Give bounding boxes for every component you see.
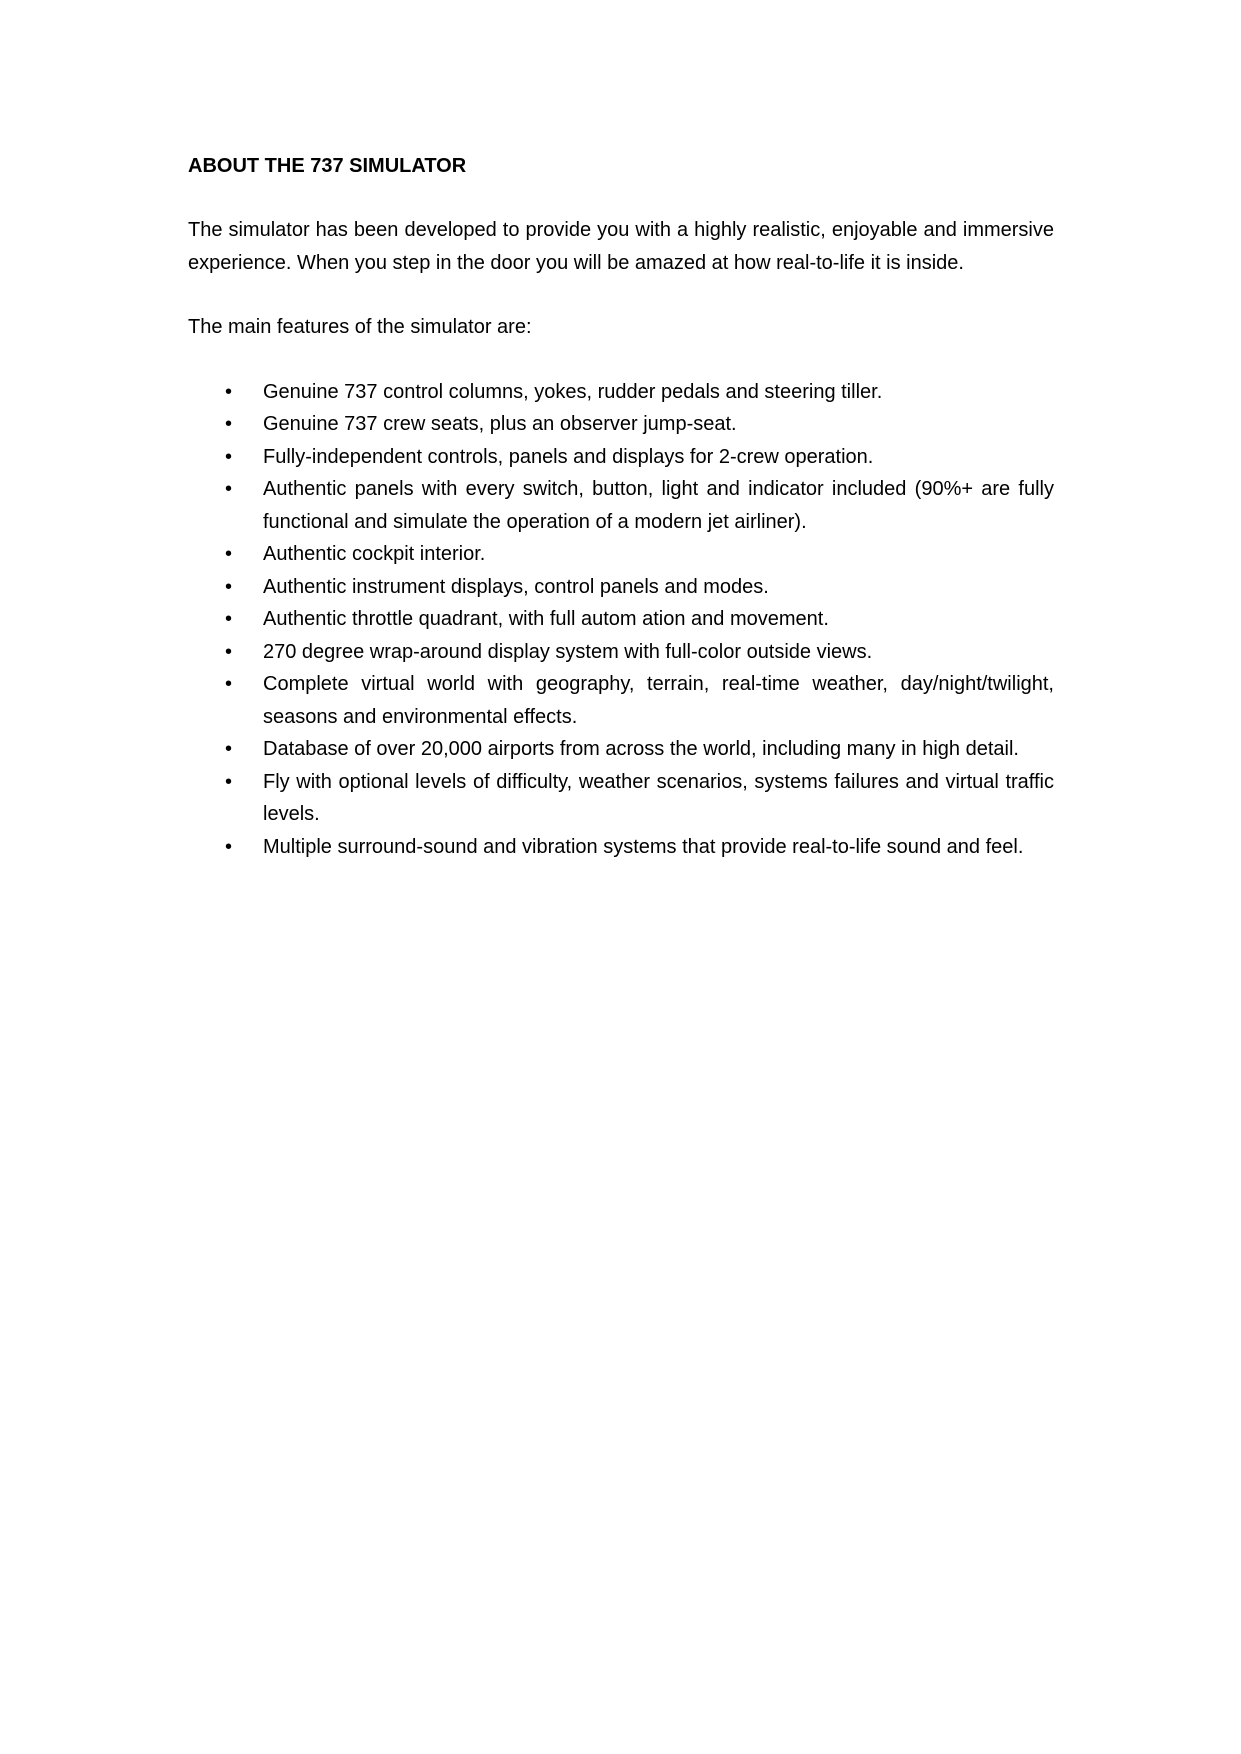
feature-text: Complete virtual world with geography, terrain, real-time weather, day/night/twilight, seasons and environmental effects. (263, 673, 1054, 728)
list-item (188, 408, 1054, 441)
feature-text: 270 degree wrap-around display system with full-color outside views. (263, 640, 873, 663)
features-intro: The main features of the simulator are: (188, 316, 532, 338)
bullet-icon: • (225, 835, 233, 858)
bullet-icon: • (225, 478, 233, 500)
list-item (188, 376, 1054, 409)
bullet-icon: • (225, 640, 233, 663)
bullet-icon: • (225, 770, 233, 793)
list-item (188, 441, 1054, 474)
list-item (188, 733, 1054, 766)
feature-text: Database of over 20,000 airports from across the world, including many in high detail. (263, 738, 1019, 760)
list-item (188, 603, 1054, 636)
bullet-icon: • (225, 445, 233, 468)
bullet-icon: • (225, 413, 233, 435)
list-item (188, 766, 1054, 831)
feature-text: Authentic instrument displays, control panels and modes. (263, 575, 769, 598)
list-item (188, 636, 1054, 669)
page-title: ABOUT THE 737 SIMULATOR (188, 155, 467, 177)
intro-paragraph: The simulator has been developed to provide you with a highly realistic, enjoyable and immersive experience. When you step in the door you will be amazed at how real-to-life it is inside. (188, 219, 1054, 274)
document-page (188, 150, 1054, 863)
bullet-icon: • (225, 673, 233, 695)
features-list (188, 376, 1054, 864)
bullet-icon: • (225, 575, 233, 598)
feature-text: Multiple surround-sound and vibration systems that provide real-to-life sound and feel. (263, 835, 1024, 858)
feature-text: Genuine 737 control columns, yokes, rudder pedals and steering tiller. (263, 380, 883, 403)
feature-text: Fully-independent controls, panels and displays for 2-crew operation. (263, 445, 874, 468)
list-item (188, 473, 1054, 538)
bullet-icon: • (225, 380, 233, 403)
bullet-icon: • (225, 543, 233, 565)
feature-text: Authentic cockpit interior. (263, 543, 486, 565)
list-item (188, 538, 1054, 571)
feature-text: Genuine 737 crew seats, plus an observer jump-seat. (263, 413, 737, 435)
list-item (188, 831, 1054, 864)
feature-text: Authentic panels with every switch, button, light and indicator included (90%+ are fully functional and simulate the operation of a modern jet airliner). (263, 478, 1054, 533)
bullet-icon: • (225, 608, 233, 630)
feature-text: Fly with optional levels of difficulty, weather scenarios, systems failures and virtual traffic levels. (263, 770, 1054, 825)
feature-text: Authentic throttle quadrant, with full autom ation and movement. (263, 608, 829, 630)
bullet-icon: • (225, 738, 233, 760)
list-item (188, 668, 1054, 733)
list-item (188, 571, 1054, 604)
